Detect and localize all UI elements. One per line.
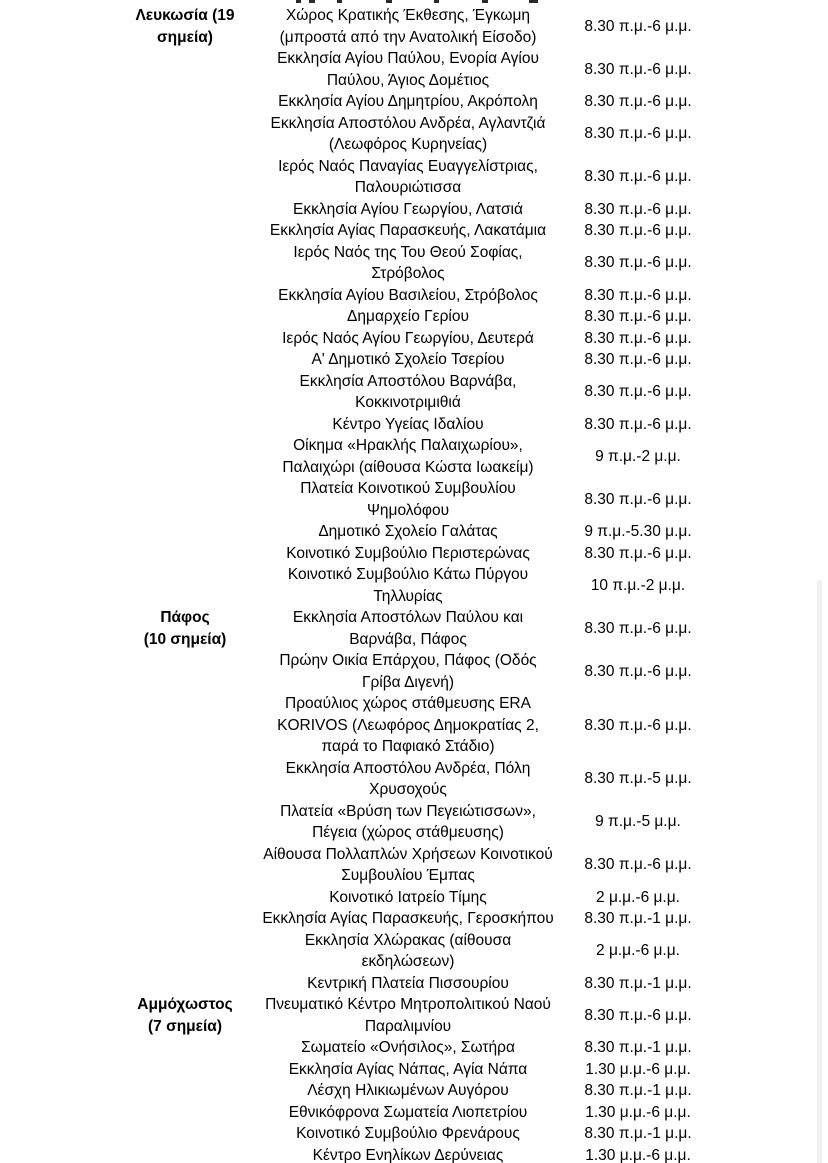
location-cell: Κοινοτικό Συμβούλιο Περιστερώνας bbox=[286, 544, 530, 562]
hours-cell: 9 π.μ.-5 μ.μ. bbox=[595, 813, 681, 831]
hours-cell: 8.30 π.μ.-6 μ.μ. bbox=[584, 1006, 692, 1024]
hours-cell: 8.30 π.μ.-1 μ.μ. bbox=[584, 910, 692, 927]
location-cell: Χώρος Κρατικής Έκθεσης, Έγκωμη (μπροστά από την Ανατολική Είσοδο) bbox=[279, 7, 537, 46]
hours-cell: 8.30 π.μ.-6 μ.μ. bbox=[584, 415, 692, 433]
hours-cell: 8.30 π.μ.-1 μ.μ. bbox=[584, 974, 692, 992]
location-cell: Πρώην Οικία Επάρχου, Πάφος (Οδός Γρίβα Διγενή) bbox=[279, 652, 537, 691]
location-cell: Δημαρχείο Γερίου bbox=[347, 308, 469, 325]
hours-cell: 8.30 π.μ.-1 μ.μ. bbox=[584, 1039, 692, 1056]
hours-cell: 8.30 π.μ.-6 μ.μ. bbox=[584, 168, 692, 186]
hours-cell: 8.30 π.μ.-6 μ.μ. bbox=[584, 125, 692, 143]
hours-cell: 10 π.μ.-2 μ.μ. bbox=[590, 576, 686, 594]
location-cell: Εκκλησία Αποστόλου Ανδρέα, Πόλη Χρυσοχούς bbox=[285, 759, 531, 798]
hours-cell: 8.30 π.μ.-6 μ.μ. bbox=[584, 93, 692, 110]
location-cell: Πνευματικό Κέντρο Μητροπολιτικού Ναού Παραλιμνίου bbox=[265, 996, 551, 1035]
hours-cell: 8.30 π.μ.-6 μ.μ. bbox=[584, 60, 692, 78]
location-cell: Εκκλησία Αγίας Νάπας, Αγία Νάπα bbox=[288, 1060, 528, 1078]
hours-cell: 1.30 μ.μ.-6 μ.μ. bbox=[585, 1103, 691, 1121]
scrollbar-thumb[interactable] bbox=[817, 580, 822, 1163]
region-cell: Πάφος (10 σημεία) bbox=[143, 609, 227, 648]
hours-cell: 8.30 π.μ.-6 μ.μ. bbox=[584, 308, 692, 325]
location-cell: Εκκλησία Αγίου Παύλου, Ενορία Αγίου Παύλου, Άγιος Δομέτιος bbox=[277, 50, 539, 89]
location-cell: Κεντρική Πλατεία Πισσουρίου bbox=[307, 974, 509, 992]
location-cell: Αίθουσα Πολλαπλών Χρήσεων Κοινοτικού Συμβουλίου Έμπας bbox=[263, 845, 553, 884]
hours-cell: 8.30 π.μ.-6 μ.μ. bbox=[584, 286, 692, 304]
hours-cell: 8.30 π.μ.-5 μ.μ. bbox=[584, 770, 692, 788]
location-cell: Κέντρο Ενηλίκων Δερύνειας bbox=[312, 1146, 504, 1163]
table-row bbox=[127, 607, 703, 650]
location-cell: Οίκημα «Ηρακλής Παλαιχωρίου», Παλαιχώρι (αίθουσα Κώστα Ιωακείμ) bbox=[282, 437, 534, 476]
location-cell: Ιερός Ναός Παναγίας Ευαγγελίστριας, Παλουριώτισσα bbox=[278, 157, 538, 196]
hours-cell: 8.30 π.μ.-6 μ.μ. bbox=[584, 17, 692, 35]
location-cell: Εκκλησία Αγίας Παρασκευής, Λακατάμια bbox=[269, 222, 547, 239]
location-cell: Δημοτικό Σχολείο Γαλάτας bbox=[318, 523, 498, 540]
hours-cell: 1.30 μ.μ.-6 μ.μ. bbox=[585, 1060, 691, 1078]
hours-cell: 8.30 π.μ.-6 μ.μ. bbox=[584, 662, 692, 680]
hours-cell: 8.30 π.μ.-1 μ.μ. bbox=[584, 1125, 692, 1142]
schedule-table-body bbox=[127, 5, 703, 1163]
location-cell: Προαύλιος χώρος στάθμευσης ERA KORIVOS (Λεωφόρος Δημοκρατίας 2, παρά το Παφιακό Στάδιο) bbox=[277, 695, 539, 755]
table-row bbox=[127, 5, 703, 48]
hours-cell: 8.30 π.μ.-6 μ.μ. bbox=[584, 490, 692, 508]
location-cell: Εκκλησία Αποστόλου Βαρνάβα, Κοκκινοτριμιθιά bbox=[299, 372, 517, 411]
hours-cell: 8.30 π.μ.-6 μ.μ. bbox=[584, 200, 692, 218]
location-cell: Ιερός Ναός της Του Θεού Σοφίας, Στρόβολος bbox=[293, 243, 523, 282]
hours-cell: 2 μ.μ.-6 μ.μ. bbox=[596, 888, 680, 906]
region-cell: Λευκωσία (19 σημεία) bbox=[135, 7, 235, 46]
region-cell: Αμμόχωστος (7 σημεία) bbox=[137, 996, 233, 1035]
location-cell: Εκκλησία Αγίου Βασιλείου, Στρόβολος bbox=[278, 286, 538, 304]
hours-cell: 1.30 μ.μ.-6 μ.μ. bbox=[585, 1146, 691, 1163]
location-cell: Σωματείο «Ονήσιλος», Σωτήρα bbox=[301, 1039, 515, 1056]
table-row bbox=[127, 994, 703, 1037]
hours-cell: 8.30 π.μ.-6 μ.μ. bbox=[584, 254, 692, 272]
location-cell: Κοινοτικό Συμβούλιο Κάτω Πύργου Τηλλυρίας bbox=[287, 566, 529, 605]
clipped-text-fragment bbox=[0, 0, 828, 5]
hours-cell: 8.30 π.μ.-6 μ.μ. bbox=[584, 716, 692, 734]
hours-cell: 9 π.μ.-2 μ.μ. bbox=[595, 447, 681, 465]
hours-cell: 8.30 π.μ.-6 μ.μ. bbox=[584, 329, 692, 347]
hours-cell: 8.30 π.μ.-6 μ.μ. bbox=[584, 856, 692, 874]
hours-cell: 8.30 π.μ.-6 μ.μ. bbox=[584, 619, 692, 637]
location-cell: Κέντρο Υγείας Ιδαλίου bbox=[332, 415, 484, 433]
location-cell: Πλατεία «Βρύση των Πεγειώτισσων», Πέγεια (χώρος στάθμευσης) bbox=[280, 802, 536, 841]
location-cell: Εκκλησία Χλώρακας (αίθουσα εκδηλώσεων) bbox=[304, 931, 512, 970]
hours-cell: 8.30 π.μ.-6 μ.μ. bbox=[584, 222, 692, 239]
location-cell: Εθνικόφρονα Σωματεία Λιοπετρίου bbox=[288, 1103, 528, 1121]
location-cell: Εκκλησία Αποστόλων Παύλου και Βαρνάβα, Πάφος bbox=[292, 609, 524, 648]
hours-cell: 8.30 π.μ.-6 μ.μ. bbox=[584, 544, 692, 562]
hours-cell: 9 π.μ.-5.30 μ.μ. bbox=[584, 523, 692, 540]
hours-cell: 2 μ.μ.-6 μ.μ. bbox=[596, 942, 680, 960]
hours-cell: 8.30 π.μ.-1 μ.μ. bbox=[584, 1082, 692, 1099]
location-cell: Πλατεία Κοινοτικού Συμβουλίου Ψημολόφου bbox=[300, 480, 516, 519]
location-cell: Εκκλησία Αγίου Δημητρίου, Ακρόπολη bbox=[278, 93, 538, 110]
hours-cell: 8.30 π.μ.-6 μ.μ. bbox=[584, 383, 692, 401]
schedule-table bbox=[127, 5, 703, 1163]
location-cell: Λέσχη Ηλικιωμένων Αυγόρου bbox=[307, 1082, 509, 1099]
location-cell: Εκκλησία Αγίου Γεωργίου, Λατσιά bbox=[293, 200, 523, 218]
location-cell: Εκκλησία Αποστόλου Ανδρέα, Αγλαντζιά (Λεωφόρος Κυρηνείας) bbox=[270, 114, 546, 153]
hours-cell: 8.30 π.μ.-6 μ.μ. bbox=[584, 351, 692, 368]
location-cell: Α' Δημοτικό Σχολείο Τσερίου bbox=[311, 351, 505, 368]
location-cell: Ιερός Ναός Αγίου Γεωργίου, Δευτερά bbox=[282, 329, 534, 347]
location-cell: Κοινοτικό Ιατρείο Τίμης bbox=[329, 888, 487, 906]
location-cell: Κοινοτικό Συμβούλιο Φρενάρους bbox=[296, 1125, 520, 1142]
location-cell: Εκκλησία Αγίας Παρασκευής, Γεροσκήπου bbox=[262, 910, 554, 927]
